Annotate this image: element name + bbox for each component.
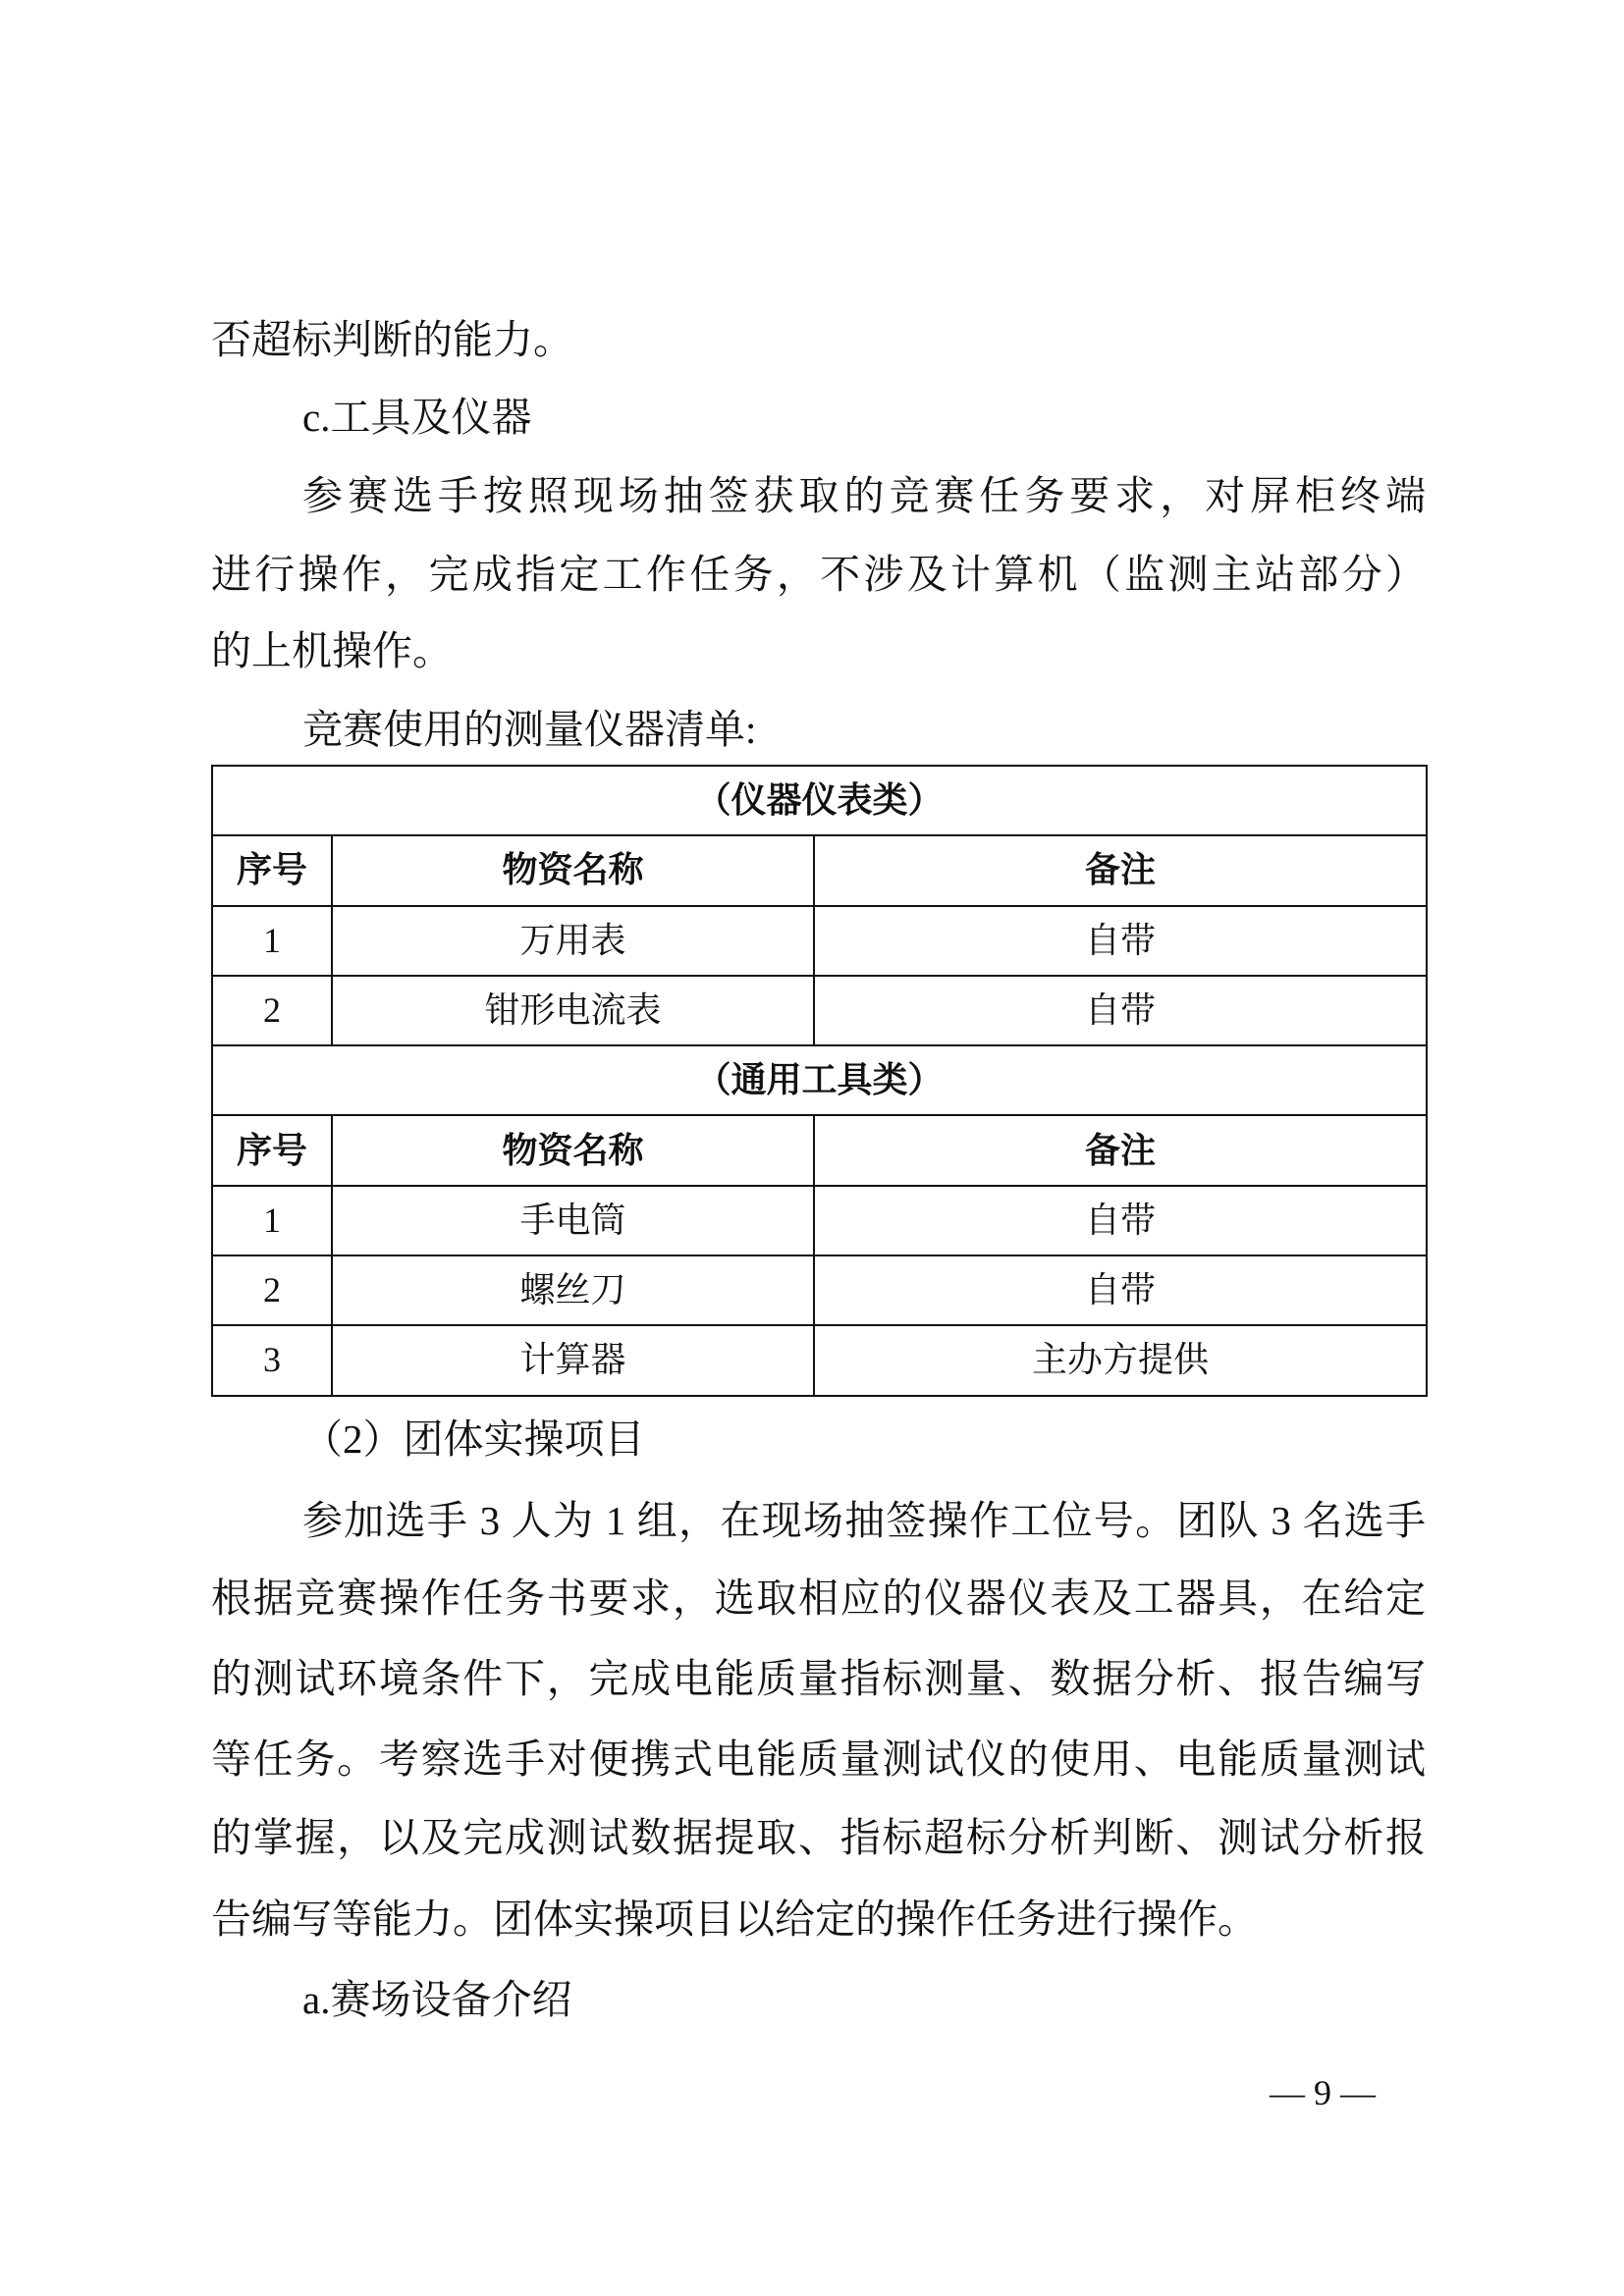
page-number: — 9 — <box>1270 2073 1376 2112</box>
table-group-row <box>212 1045 1427 1115</box>
section-heading-tools: c.工具及仪器 <box>302 395 532 440</box>
seq-cell: 3 <box>212 1325 332 1395</box>
item-name-header: 物资名称 <box>332 1115 814 1185</box>
seq-cell: 1 <box>212 906 332 976</box>
seq-cell: 2 <box>212 976 332 1045</box>
item-name-cell: 螺丝刀 <box>332 1255 814 1325</box>
table-row <box>212 906 1427 976</box>
table-row <box>212 1255 1427 1325</box>
paragraph-line: 参赛选手按照现场抽签获取的竞赛任务要求，对屏柜终端 <box>302 473 1426 518</box>
paragraph-line: 的上机操作。 <box>211 628 453 673</box>
item-name-cell: 计算器 <box>332 1325 814 1395</box>
paragraph-line: 进行操作，完成指定工作任务，不涉及计算机（监测主站部分） <box>211 552 1426 597</box>
item-name-cell: 手电筒 <box>332 1186 814 1255</box>
paragraph-line: 参加选手 3 人为 1 组，在现场抽签操作工位号。团队 3 名选手 <box>302 1498 1426 1543</box>
seq-cell: 1 <box>212 1186 332 1255</box>
table-row <box>212 976 1427 1045</box>
item-name-cell: 万用表 <box>332 906 814 976</box>
paragraph-line: 等任务。考察选手对便携式电能质量测试仪的使用、电能质量测试 <box>211 1736 1426 1782</box>
instruments-group-title: （仪器仪表类） <box>212 766 1427 835</box>
section-heading-team-practice: （2）团体实操项目 <box>302 1416 645 1462</box>
table-group-row <box>212 766 1427 835</box>
table-row <box>212 1186 1427 1255</box>
remark-cell: 自带 <box>814 976 1427 1045</box>
remark-cell: 自带 <box>814 906 1427 976</box>
remark-cell: 自带 <box>814 1255 1427 1325</box>
table-header-row <box>212 835 1427 905</box>
paragraph-line: 根据竞赛操作任务书要求，选取相应的仪器仪表及工器具，在给定 <box>211 1575 1426 1621</box>
seq-cell: 2 <box>212 1255 332 1325</box>
remark-header: 备注 <box>814 835 1427 905</box>
seq-header: 序号 <box>212 835 332 905</box>
paragraph-line: 的测试环境条件下，完成电能质量指标测量、数据分析、报告编写 <box>211 1656 1426 1701</box>
tools-group-title: （通用工具类） <box>212 1045 1427 1115</box>
item-name-header: 物资名称 <box>332 835 814 905</box>
continuation-text: 否超标判断的能力。 <box>211 317 573 362</box>
seq-header: 序号 <box>212 1115 332 1185</box>
remark-header: 备注 <box>814 1115 1427 1185</box>
table-caption: 竞赛使用的测量仪器清单: <box>302 707 757 752</box>
equipment-list-table <box>211 765 1428 1397</box>
remark-cell: 主办方提供 <box>814 1325 1427 1395</box>
item-name-cell: 钳形电流表 <box>332 976 814 1045</box>
paragraph-line: 的掌握，以及完成测试数据提取、指标超标分析判断、测试分析报 <box>211 1815 1426 1860</box>
remark-cell: 自带 <box>814 1186 1427 1255</box>
table-row <box>212 1325 1427 1395</box>
table-header-row <box>212 1115 1427 1185</box>
paragraph-line: 告编写等能力。团体实操项目以给定的操作任务进行操作。 <box>211 1896 1258 1942</box>
subsection-heading-venue-equipment: a.赛场设备介绍 <box>302 1977 572 2022</box>
